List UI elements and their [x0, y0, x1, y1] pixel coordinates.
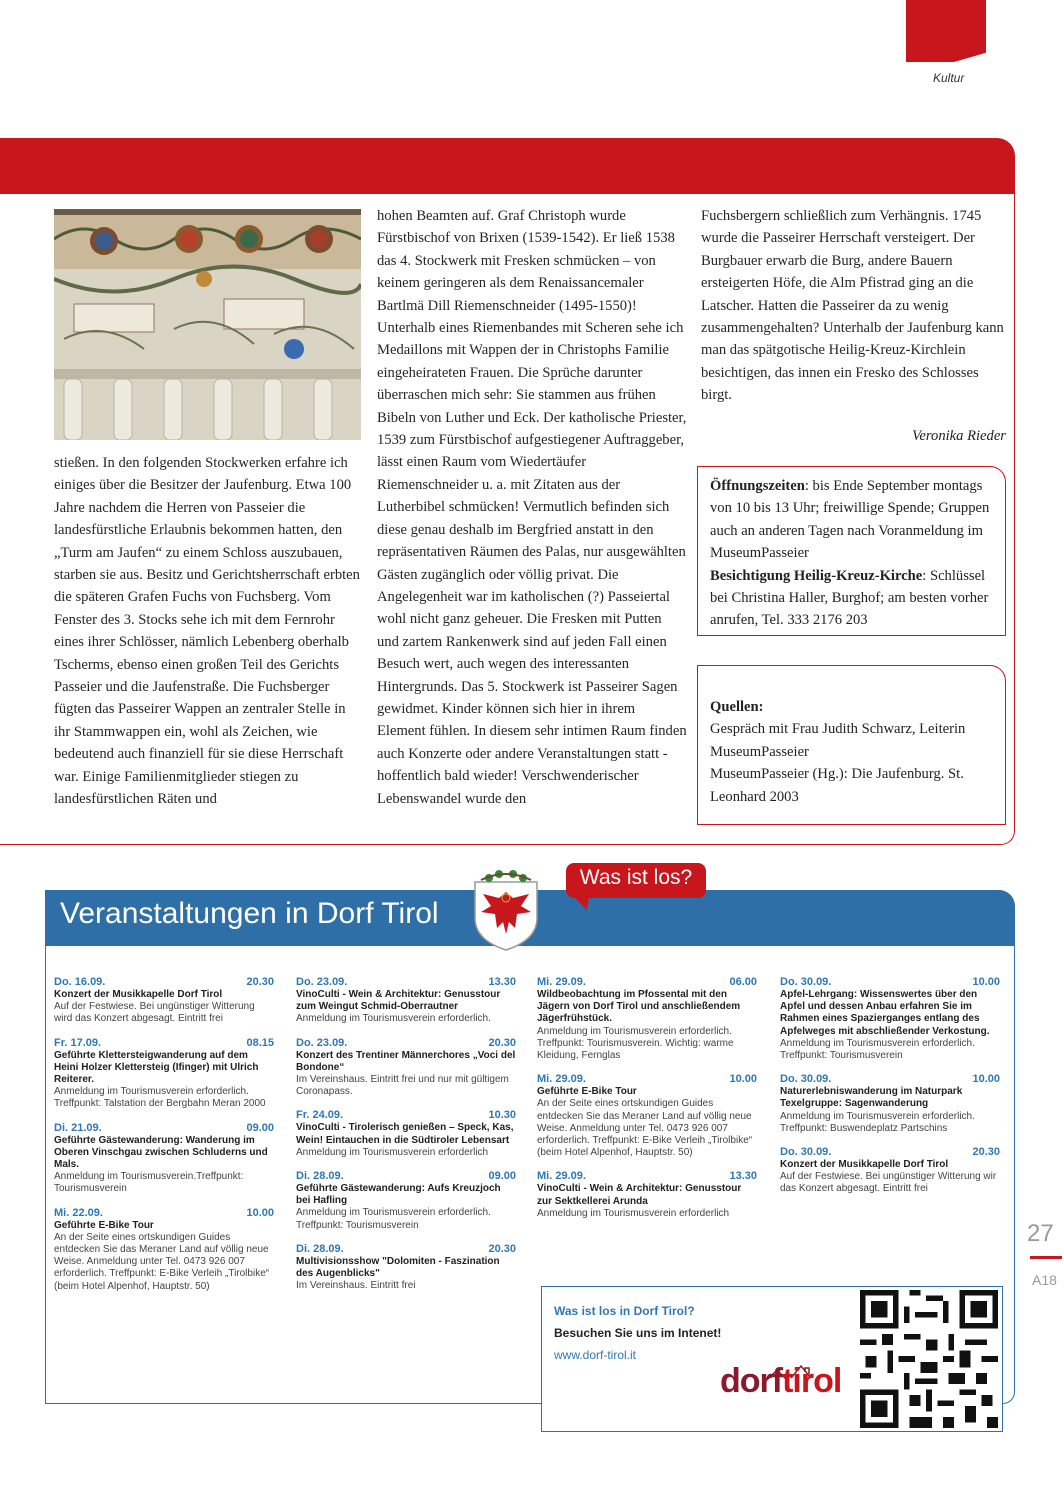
- event-desc: Anmeldung im Tourismusverein erforderlich. Treffpunkt: Buswendeplatz Partschins: [780, 1110, 975, 1134]
- event-title: Wildbeobachtung im Pfossental mit den Jägern von Dorf Tirol und anschließendem Jägerfrühstück.: [537, 989, 741, 1025]
- event-date: Fr. 17.09.: [54, 1036, 102, 1049]
- event-time: 06.00: [729, 976, 757, 988]
- event-title: Apfel-Lehrgang: Wissenswertes über den Apfel und dessen Anbau erfahren Sie im Rahmen eines Spazierganges entlang des Apfelweges mit abschließender Verkostung.: [780, 989, 990, 1037]
- event-time: 10.00: [246, 1206, 274, 1219]
- event-title: Naturerlebniswanderung im Naturpark Texelgruppe: Sagenwanderung: [780, 1086, 963, 1110]
- event-time: 20.30: [246, 976, 274, 988]
- event-desc: Anmeldung im Tourismusverein erforderlich: [537, 1207, 730, 1219]
- event-title: Geführte E-Bike Tour: [54, 1219, 154, 1231]
- event-desc: Anmeldung im Tourismusverein erforderlich.: [296, 1013, 491, 1025]
- event-time: 20.30: [488, 1036, 516, 1049]
- event-date: Mi. 29.09.: [537, 1170, 586, 1183]
- article-author: Veronika Rieder: [912, 428, 1006, 444]
- event-desc: Anmeldung im Tourismusverein erforderlich. Treffpunkt: Tourismusverein: [780, 1037, 975, 1062]
- article-column-2: hohen Beamten auf. Graf Christoph wurde Fürstbischof von Brixen (1539-1542). Er ließ 1538 das 4. Stockwerk mit Fresken schmücken – von keinem geringeren als dem Renaissancemaler Bartlmä Dill Riemenschneider (1495-1550)! Unterhalb eines Riemenbandes mit Scheren sehe ich Medaillons mit Wappen der in Christophs Familie eingeheirateten Frauen. Die Sprüche darunter überraschen mich sehr: Sie stammen aus frühen Bibeln von Luther und Eck. Der katholische Priester, 1539 zum Fürstbischof aufgestiegener Auftraggeber, lässt einen Raum vom Wiedertäufer Riemenschneider u. a. mit Zitaten aus der Lutherbibel schmücken! Vermutlich befinden sich diese genau deshalb im Bergfried anstatt in den repräsentativen Räumen des Palas, nur ausgewählten Gästen zugänglich oder völlig privat. Die Angelegenheit war im katholischen (?) Passeiertal wohl nicht ganz geheuer. Die Fresken mit Putten und zartem Rankenwerk sind auf jeden Fall einen Besuch wert, auch wegen des interessanten Hintergrunds. Das 5. Stockwerk ist Passeirer Sagen gewidmet. Kinder können sich hier in ihrem Element fühlen. In diesem sehr intimen Raum finden auch Konzerte oder andere Veranstaltungen statt - hoffentlich bald wieder! Verschwenderischer Lebenswandel wurde den: [377, 208, 687, 807]
- church-text: : Schlüssel bei Christina Haller, Burghof; am besten vorher anrufen, Tel. 333 2176 203: [710, 567, 989, 629]
- event-item: [537, 1073, 757, 1159]
- promo-visit-text: Besuchen Sie uns im Intenet!: [554, 1326, 722, 1340]
- event-date: Mi. 29.09.: [537, 1073, 586, 1086]
- event-item: [54, 1122, 274, 1196]
- event-title: VinoCulti - Tirolerisch genießen – Speck, Kas, Wein! Eintauchen in die Südtiroler Lebensart: [296, 1122, 514, 1146]
- event-date: Di. 28.09.: [296, 1170, 344, 1183]
- event-title: Geführte Klettersteigwanderung auf dem Heini Holzer Klettersteig (Ifinger) mit Ulrich Reiterer.: [54, 1049, 259, 1086]
- event-item: [780, 976, 1000, 1062]
- event-item: [296, 1170, 516, 1232]
- event-desc: An der Seite eines ortskundigen Guides entdecken Sie das Meraner Land auf völlig neue Weise. Anmeldung unter Tel. 0473 926 007 erforderlich. Treffpunkt: E-Bike Verleih „Tirolbike“ (beim Hotel Alpenhof, Hauptstr. 50): [54, 1231, 270, 1292]
- church-label: Besichtigung Heilig-Kreuz-Kirche: [710, 567, 923, 584]
- event-time: 10.00: [972, 1073, 1000, 1086]
- event-item: [296, 1037, 516, 1099]
- event-desc: Anmeldung im Tourismusverein erforderlich: [296, 1146, 489, 1158]
- event-item: [54, 1207, 274, 1293]
- event-desc: Anmeldung im Tourismusverein erforderlich. Treffpunkt: Talstation der Bergbahn Meran 2000: [54, 1086, 266, 1110]
- sources-line-2: MuseumPasseier (Hg.): Die Jaufenburg. St. Leonhard 2003: [710, 766, 964, 805]
- article-column-1: stießen. In den folgenden Stockwerken erfahre ich einiges über die Besitzer der Jaufenburg. Etwa 100 Jahre nachdem die Herren von Passeier die landesfürstliche Erlaubnis bekommen hatten, den „Turm am Jaufen“ zu einem Schloss auszubauen, starben sie aus. Besitz und Gerichtsherrschaft erbten die späteren Grafen Fuchs von Fuchsberg. Vom Fenster des 3. Stocks sehe ich mit dem Fernrohr eines ihrer Schlösser, nämlich Lebenberg oberhalb Tscherms, ebenso einen großen Teil des Gerichts Passeier und die Jaufenstraße. Die Fuchsberger fügten das Passeirer Wappen an zentraler Stelle in ihr Stammwappen ein, wohl als Zeichen, wie bedeutend auch finanziell für sie diese Herrschaft war. Einige Familienmitglieder stiegen zu landesfürstlichen Räten und: [54, 455, 360, 808]
- event-item: [780, 1146, 1000, 1196]
- page-number-rule: [1030, 1256, 1062, 1259]
- event-date: Do. 16.09.: [54, 976, 106, 988]
- tirol-eagle-crest-icon: [471, 868, 541, 952]
- article-column-3: Fuchsbergern schließlich zum Verhängnis. 1745 wurde die Passeirer Herrschaft versteigert. Der Burgbauer erwarb die Burg, andere Bauern ersteigerten Höfe, die Alm Pfistrad ging an die Latscher. Hatten die Passeirer da zu wenig zusammengehalten? Unterhalb der Jaufenburg kann man das spätgotische Heilig-Kreuz-Kirchlein besichtigen, das innen ein Fresko des Schlosses birgt.: [701, 208, 1004, 404]
- event-time: 20.30: [972, 1146, 1000, 1159]
- event-desc: Anmeldung im Tourismusverein.Treffpunkt: Tourismusverein: [54, 1171, 244, 1195]
- event-time: 10.30: [488, 1109, 516, 1122]
- event-desc: Anmeldung im Tourismusverein erforderlich. Treffpunkt: Tourismusverein. Wichtig: warme Kleidung, Fernglas: [537, 1025, 734, 1062]
- event-date: Do. 23.09.: [296, 1036, 348, 1049]
- dorftirol-logo: dorftirol: [720, 1362, 842, 1400]
- events-column-1: [54, 976, 274, 1304]
- event-date: Do. 30.09.: [780, 1073, 832, 1086]
- event-date: Do. 30.09.: [780, 1146, 832, 1159]
- sources-line-1: Gespräch mit Frau Judith Schwarz, Leiterin MuseumPasseier: [710, 721, 966, 760]
- article-header-band: [0, 138, 1015, 194]
- event-item: [54, 976, 274, 1026]
- event-desc: Im Vereinshaus. Eintritt frei und nur mit gültigem Coronapass.: [296, 1074, 509, 1098]
- event-item: [296, 1109, 516, 1159]
- opening-hours-box: [697, 466, 1006, 636]
- event-time: 20.30: [488, 1242, 516, 1255]
- event-time: 13.30: [729, 1170, 757, 1183]
- event-title: Konzert des Trentiner Männerchores „Voci del Bondone“: [296, 1049, 516, 1073]
- event-date: Mi. 22.09.: [54, 1206, 103, 1219]
- event-time: 09.00: [246, 1121, 274, 1134]
- event-date: Di. 21.09.: [54, 1121, 102, 1134]
- page-number: 27: [1027, 1220, 1054, 1247]
- event-desc: An der Seite eines ortskundigen Guides entdecken Sie das Meraner Land auf völlig neue Weise. Anmeldung unter Tel. 0473 926 007 erforderlich. Treffpunkt: E-Bike Verleih „Tirolbike“ (beim Hotel Alpenhof, Hauptstr. 50): [537, 1098, 753, 1159]
- hours-label: Öffnungszeiten: [710, 478, 805, 494]
- event-item: [537, 1170, 757, 1220]
- event-date: Do. 23.09.: [296, 976, 348, 988]
- event-item: [54, 1037, 274, 1111]
- hours-text: : bis Ende September montags von 10 bis 13 Uhr; freiwillige Spende; Gruppen auch an anderen Tagen nach Voranmeldung im MuseumPasseier: [710, 478, 990, 562]
- events-column-2: [296, 976, 516, 1303]
- event-title: Konzert der Musikkapelle Dorf Tirol: [54, 989, 223, 1000]
- events-title: Veranstaltungen in Dorf Tirol: [60, 897, 439, 930]
- event-title: Multivisionsshow "Dolomiten - Faszination des Augenblicks": [296, 1255, 500, 1280]
- event-item: [296, 1243, 516, 1293]
- event-title: Geführte Gästewanderung: Aufs Kreuzjoch bei Hafling: [296, 1183, 501, 1207]
- section-label: Kultur: [933, 71, 965, 85]
- event-desc: Auf der Festwiese. Bei ungünstiger Witterung wir das Konzert abgesagt. Eintritt frei: [780, 1171, 997, 1195]
- sources-label: Quellen:: [710, 699, 764, 715]
- event-desc: Anmeldung im Tourismusverein erforderlich. Treffpunkt: Tourismusverein: [296, 1207, 491, 1231]
- qr-code-icon[interactable]: [860, 1290, 998, 1428]
- section-tab: [906, 0, 986, 62]
- events-column-4: [780, 976, 1000, 1207]
- event-date: Mi. 29.09.: [537, 976, 586, 988]
- event-time: 09.00: [488, 1170, 516, 1183]
- event-title: Konzert der Musikkapelle Dorf Tirol: [780, 1159, 949, 1171]
- event-date: Di. 28.09.: [296, 1242, 344, 1255]
- event-date: Fr. 24.09.: [296, 1109, 344, 1122]
- event-desc: Auf der Festwiese. Bei ungünstiger Witterung wird das Konzert abgesagt. Eintritt frei: [54, 1001, 255, 1025]
- page-code: A18: [1032, 1272, 1057, 1288]
- event-item: [296, 976, 516, 1026]
- events-column-3: [537, 976, 757, 1231]
- promo-question: Was ist los in Dorf Tirol?: [554, 1304, 695, 1318]
- promo-website-link[interactable]: www.dorf-tirol.it: [554, 1348, 637, 1362]
- event-title: Geführte E-Bike Tour: [537, 1086, 637, 1098]
- event-desc: Im Vereinshaus. Eintritt frei: [296, 1280, 416, 1292]
- sources-box: [697, 665, 1006, 825]
- event-time: 10.00: [729, 1073, 757, 1086]
- event-title: VinoCulti - Wein & Architektur: Genusstour zur Sektkellerei Arunda: [537, 1183, 742, 1207]
- bubble-text: Was ist los?: [579, 866, 693, 889]
- event-time: 10.00: [972, 976, 1000, 988]
- event-title: VinoCulti - Wein & Architektur: Genusstour zum Weingut Schmid-Oberrautner: [296, 989, 501, 1013]
- event-time: 13.30: [488, 976, 516, 988]
- event-title: Geführte Gästewanderung: Wanderung im Oberen Vinschgau zwischen Schluderns und Mals.: [54, 1134, 268, 1171]
- event-date: Do. 30.09.: [780, 976, 832, 988]
- event-time: 08.15: [246, 1036, 274, 1049]
- fresco-photo: [54, 209, 361, 440]
- event-item: [537, 976, 757, 1062]
- event-item: [780, 1073, 1000, 1135]
